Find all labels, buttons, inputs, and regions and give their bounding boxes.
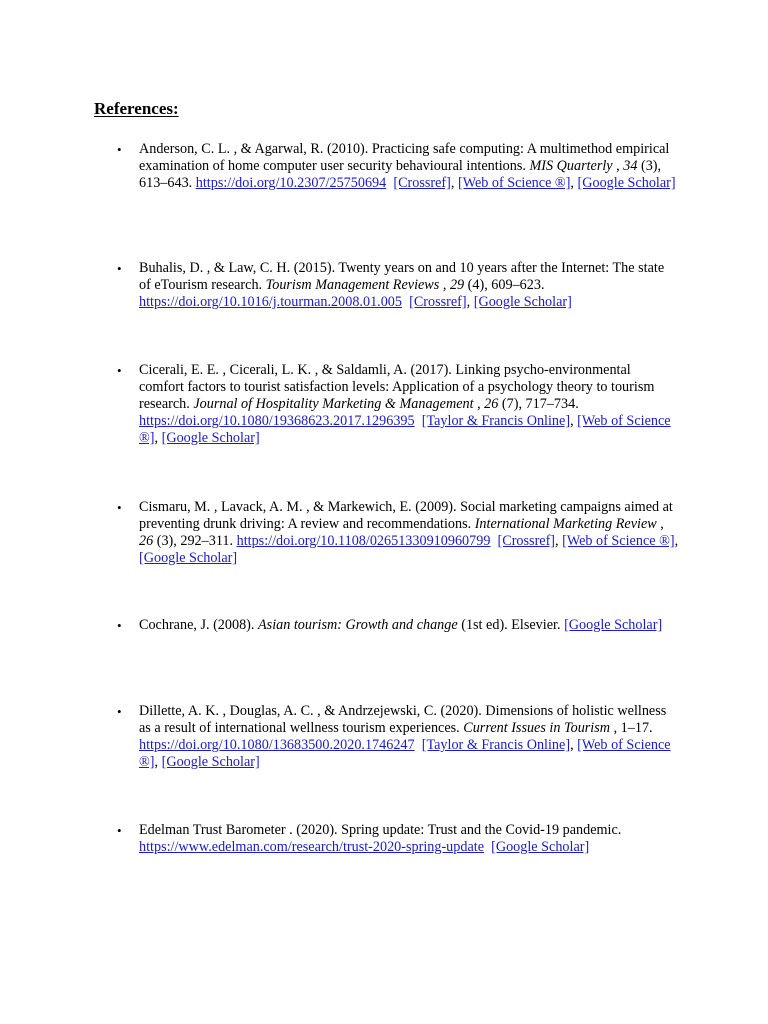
reference-separator: ,: [612, 158, 624, 174]
reference-journal: Asian tourism: Growth and change: [258, 617, 458, 633]
doi-link[interactable]: https://www.edelman.com/research/trust-2020-spring-update: [139, 839, 485, 855]
reference-item: [117, 617, 679, 634]
reference-journal: MIS Quarterly: [529, 158, 613, 174]
reference-details: (1st ed). Elsevier.: [457, 617, 565, 633]
google-scholar-link[interactable]: [Google Scholar]: [564, 617, 663, 633]
crossref-link[interactable]: [Crossref]: [497, 533, 556, 549]
bullet-icon: •: [117, 142, 122, 157]
google-scholar-link[interactable]: [Google Scholar]: [491, 839, 590, 855]
bullet-icon: •: [117, 704, 122, 719]
bullet-icon: •: [117, 363, 122, 378]
doi-link[interactable]: https://doi.org/10.1016/j.tourman.2008.01.005: [139, 294, 402, 310]
reference-journal: Current Issues in Tourism: [463, 720, 611, 736]
taylor-francis-online-link[interactable]: [Taylor & Francis Online]: [421, 737, 571, 753]
doi-link[interactable]: https://doi.org/10.1108/02651330910960799: [236, 533, 491, 549]
crossref-link[interactable]: [Crossref]: [409, 294, 467, 310]
bullet-icon: •: [117, 261, 122, 276]
reference-authors-title: Cochrane, J. (2008).: [139, 617, 258, 633]
reference-authors-title: Buhalis, D. , & Law, C. H. (2015). Twenty years on and 10 years after the Internet: The state of eTourism research.: [139, 260, 665, 293]
doi-link[interactable]: https://doi.org/10.1080/19368623.2017.1296395: [139, 413, 415, 429]
doi-link[interactable]: https://doi.org/10.2307/25750694: [195, 175, 387, 191]
bullet-icon: •: [117, 500, 122, 515]
reference-details: (4), 609–623.: [464, 277, 545, 293]
taylor-francis-online-link[interactable]: [Taylor & Francis Online]: [421, 413, 571, 429]
reference-authors-title: Anderson, C. L. , & Agarwal, R. (2010). Practicing safe computing: A multimethod empirical examination of home computer user security behavioural intentions.: [139, 141, 670, 174]
google-scholar-link[interactable]: [Google Scholar]: [577, 175, 676, 191]
reference-item: • Cismaru, M. , Lavack, A. M. , & Markewich, E. (2009). Social marketing campaigns aimed at preventing drunk driving: A review and recommendations. International Marketing Review , 26 (3), 292–311. https://doi.org/10.1108/02651330910960799 [Crossref], [Web of Science ®], [Google Scholar]: [117, 499, 679, 566]
web-of-science-link[interactable]: [Web of Science ®]: [457, 175, 571, 191]
reference-volume: 34: [623, 158, 638, 174]
reference-details: (3), 292–311.: [153, 533, 237, 549]
google-scholar-link[interactable]: [Google Scholar]: [161, 754, 260, 770]
reference-details: (3), 613–643.: [139, 158, 662, 191]
reference-authors-title: Dillette, A. K. , Douglas, A. C. , & Andrzejewski, C. (2020). Dimensions of holistic wellness as a result of international wellness tourism experiences.: [139, 703, 667, 736]
reference-item: • Buhalis, D. , & Law, C. H. (2015). Twenty years on and 10 years after the Internet: The state of eTourism research. Tourism Management Reviews , 29 (4), 609–623. https://doi.org/10.1016/j.tourman.2008.01.005 [Crossref], [Google Scholar]: [117, 260, 665, 310]
reference-separator: ,: [656, 516, 664, 532]
reference-authors-title: Edelman Trust Barometer . (2020). Spring update: Trust and the Covid-19 pandemic.: [139, 822, 622, 838]
web-of-science-link[interactable]: [Web of Science ®]: [139, 413, 671, 446]
google-scholar-link[interactable]: [Google Scholar]: [139, 550, 238, 566]
reference-journal: Journal of Hospitality Marketing & Management: [193, 396, 474, 412]
doi-link[interactable]: https://doi.org/10.1080/13683500.2020.1746247: [139, 737, 415, 753]
reference-volume: 29: [449, 277, 465, 293]
google-scholar-link[interactable]: [Google Scholar]: [161, 430, 260, 446]
reference-journal: Tourism Management Reviews: [265, 277, 440, 293]
reference-journal: International Marketing Review: [474, 516, 657, 532]
references-heading: References:: [94, 99, 179, 118]
bullet-icon: •: [117, 823, 122, 838]
reference-item: • Dillette, A. K. , Douglas, A. C. , & Andrzejewski, C. (2020). Dimensions of holistic wellness as a result of international wellness tourism experiences. Current Issues in Tourism , 1–17. https://doi.org/10.1080/13683500.2020.1746247 [Taylor & Francis Online], [Web of Science ®], [Google Scholar]: [117, 703, 671, 770]
google-scholar-link[interactable]: [Google Scholar]: [473, 294, 572, 310]
reference-details: 1–17.: [620, 720, 653, 736]
reference-volume: 26: [139, 533, 154, 549]
reference-item: [117, 822, 679, 856]
reference-item: • Cicerali, E. E. , Cicerali, L. K. , & Saldamli, A. (2017). Linking psycho-environmental comfort factors to tourist satisfaction levels: Application of a psychology theory to tourism research. Journal of Hospitality Marketing & Management , 26 (7), 717–734. https://doi.org/10.1080/19368623.2017.1296395 [Taylor & Francis Online], [Web of Science ®], [Google Scholar]: [117, 362, 671, 446]
web-of-science-link[interactable]: [Web of Science ®]: [562, 533, 675, 549]
reference-authors-title: Cismaru, M. , Lavack, A. M. , & Markewich, E. (2009). Social marketing campaigns aimed at preventing drunk driving: A review and recommendations.: [139, 499, 673, 532]
reference-separator: ,: [610, 720, 621, 736]
reference-details: (7), 717–734.: [498, 396, 579, 412]
reference-item: • Anderson, C. L. , & Agarwal, R. (2010). Practicing safe computing: A multimethod empirical examination of home computer user security behavioural intentions. MIS Quarterly , 34 (3), 613–643. https://doi.org/10.2307/25750694 [Crossref], [Web of Science ®], [Google Scholar]: [117, 141, 676, 191]
reference-separator: ,: [439, 277, 450, 293]
reference-volume: 26: [484, 396, 499, 412]
crossref-link[interactable]: [Crossref]: [393, 175, 451, 191]
web-of-science-link[interactable]: [Web of Science ®]: [139, 737, 671, 770]
reference-separator: ,: [473, 396, 485, 412]
bullet-icon: •: [117, 618, 122, 633]
reference-authors-title: Cicerali, E. E. , Cicerali, L. K. , & Saldamli, A. (2017). Linking psycho-environmental comfort factors to tourist satisfaction levels: Application of a psychology theory to tourism research.: [139, 362, 655, 412]
